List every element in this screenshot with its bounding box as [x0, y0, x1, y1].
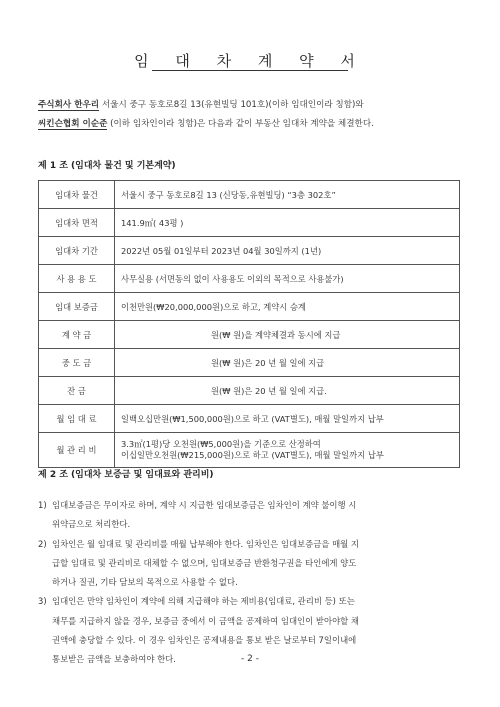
article-1-heading: 제 1 조 (임대차 물건 및 기본계약)	[38, 161, 176, 171]
document-title: 임 대 차 계 약 서	[134, 52, 366, 70]
lessor-text: 서울시 중구 동호로8길 13(유현빌딩 101호)(이하 임대인이라 칭함)와	[99, 100, 364, 110]
table-row	[39, 321, 460, 349]
clause-number: 1)	[38, 500, 47, 510]
article-2-clauses	[38, 496, 468, 670]
page-number: - 2 -	[241, 654, 259, 664]
row-label: 잔 금	[39, 377, 115, 405]
lessee-line	[38, 115, 478, 134]
clause-line: 급할 임대료 및 관리비로 대체할 수 없으며, 임대보증금 반환청구권을 타인에게 양도	[52, 557, 357, 568]
row-label: 임대차 면적	[39, 209, 115, 237]
lessor-line	[38, 96, 478, 115]
parties-paragraph	[38, 96, 478, 134]
table-row	[39, 405, 460, 433]
clause-line: 임대인은 만약 임차인이 계약에 의해 지급해야 하는 제비용(임대료, 관리비 등) 또는	[52, 596, 355, 607]
lessee-name: 씨킨슨협회 이순준	[38, 119, 108, 129]
row-value: 사무실용 (서면동의 없이 사용용도 이외의 목적으로 사용불가)	[115, 265, 460, 293]
row-value	[115, 433, 460, 468]
row-value: 원(₩ 원)을 계약체결과 동시에 지급	[115, 321, 460, 349]
table-row	[39, 349, 460, 377]
lessee-text: (이하 임차인이라 칭함)은 다음과 같이 부동산 임대차 계약을 체결한다.	[107, 119, 374, 129]
row-value: 일백오십만원(₩1,500,000원)으로 하고 (VAT별도), 매월 말일까지 납부	[115, 405, 460, 433]
clause-number: 2)	[38, 538, 47, 549]
clause-line: 통보받은 금액을 보충하여야 한다.	[52, 654, 176, 665]
row-label: 임대 보증금	[39, 293, 115, 321]
row-label: 계 약 금	[39, 321, 115, 349]
row-label: 임대차 물건	[39, 181, 115, 209]
table-row	[39, 293, 460, 321]
table-row	[39, 237, 460, 265]
clause-line: 권액에 충당할 수 있다. 이 경우 임차인은 공제내용을 통보 받은 날로부터 7일이내에	[52, 635, 357, 646]
management-fee-line-1: 3.3㎡(1평)당 오천원(₩5,000원)을 기준으로 산정하여	[121, 439, 321, 449]
table-row	[39, 181, 460, 209]
row-label: 중 도 금	[39, 349, 115, 377]
clause-2	[38, 535, 468, 593]
table-row	[39, 209, 460, 237]
clause-1	[38, 496, 468, 535]
management-fee-line-2: 이십일만오천원(₩215,000원)으로 하고 (VAT별도), 매월 말일까지 납부	[121, 450, 384, 460]
row-label: 월 임 대 료	[39, 405, 115, 433]
row-label: 사 용 용 도	[39, 265, 115, 293]
row-value: 2022년 05월 01일부터 2023년 04월 30일까지 (1년)	[115, 237, 460, 265]
row-label: 임대차 기간	[39, 237, 115, 265]
clause-line: 임차인은 월 임대료 및 관리비를 매월 납부해야 한다. 임차인은 임대보증금을 매월 지	[52, 538, 360, 549]
clause-line: 채무를 지급하지 않을 경우, 보증금 중에서 이 금액을 공제하여 임대인이 받아야할 채	[52, 615, 360, 626]
lessor-name: 주식회사 한우리	[38, 100, 100, 110]
table-row	[39, 265, 460, 293]
row-value: 서울시 중구 동호로8길 13 (신당동,유현빌딩) “3층 302호”	[115, 181, 460, 209]
clause-number: 3)	[38, 596, 47, 607]
row-label: 월 관 리 비	[39, 433, 115, 468]
row-value: 141.9㎡( 43평 )	[115, 209, 460, 237]
clause-line: 하거나 질권, 기타 담보의 목적으로 사용할 수 없다.	[52, 577, 238, 588]
clause-line: 임대보증금은 무이자로 하며, 계약 시 지급한 임대보증금은 임차인이 계약 불이행 시	[52, 500, 357, 510]
title-underline	[152, 70, 348, 71]
row-value: 원(₩ 원)은 20 년 월 일에 지급	[115, 349, 460, 377]
row-value: 이천만원(₩20,000,000원)으로 하고, 계약시 승계	[115, 293, 460, 321]
article-2-heading: 제 2 조 (임대차 보증금 및 임대료와 관리비)	[38, 470, 214, 480]
row-value: 원(₩ 원)은 20 년 월 일에 지급.	[115, 377, 460, 405]
table-row	[39, 377, 460, 405]
clause-line: 위약금으로 처리한다.	[52, 519, 131, 530]
lease-terms-table	[38, 180, 460, 468]
table-row	[39, 433, 460, 468]
